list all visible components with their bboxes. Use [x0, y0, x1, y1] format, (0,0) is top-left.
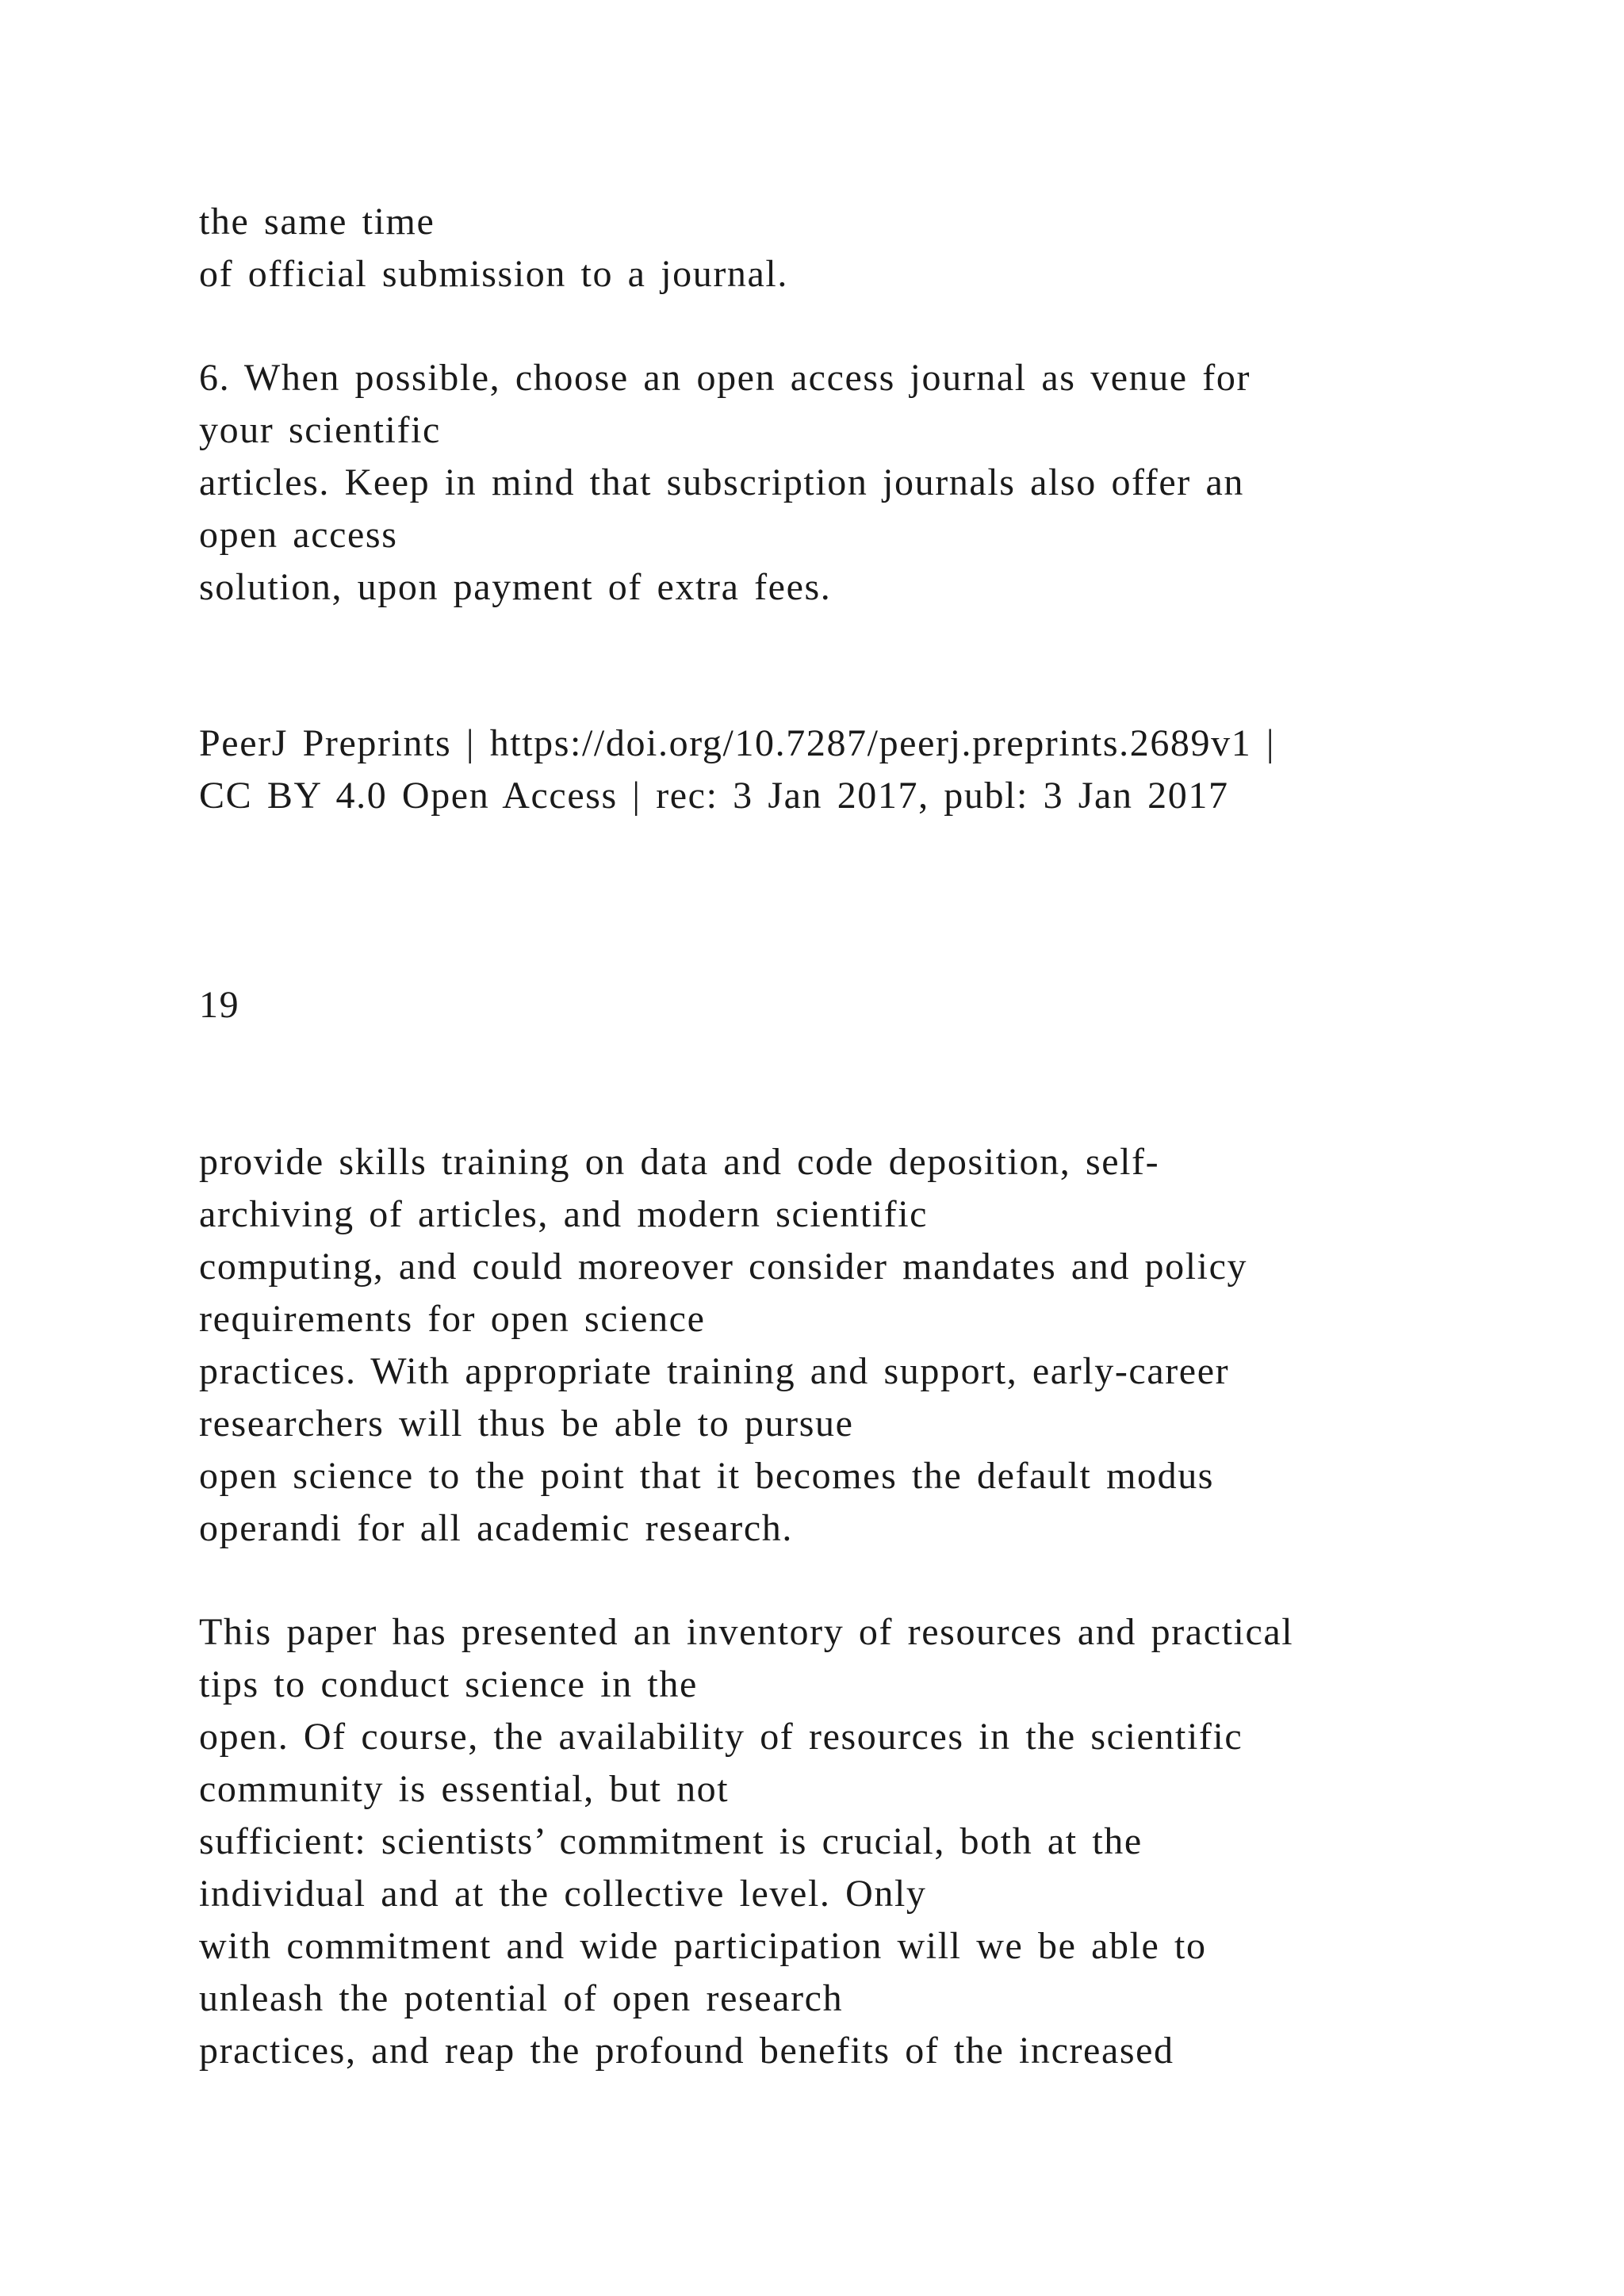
paragraph-line: computing, and could moreover consider mandates and policy	[199, 1246, 1248, 1288]
paragraph-line: This paper has presented an inventory of resources and practical	[199, 1611, 1294, 1653]
paragraph-line: operandi for all academic research.	[199, 1507, 793, 1549]
paragraph-line: solution, upon payment of extra fees.	[199, 566, 832, 608]
paragraph-line: community is essential, but not	[199, 1768, 730, 1810]
paragraph-line: open. Of course, the availability of resources in the scientific	[199, 1716, 1243, 1758]
paragraph-line: researchers will thus be able to pursue	[199, 1402, 854, 1445]
paragraph-line: with commitment and wide participation will we be able to	[199, 1925, 1207, 1967]
paragraph-line: open access	[199, 514, 398, 556]
preprint-footer-line: CC BY 4.0 Open Access | rec: 3 Jan 2017, publ: 3 Jan 2017	[199, 775, 1229, 817]
paragraph-line: tips to conduct science in the	[199, 1663, 698, 1705]
paragraph-line: sufficient: scientists’ commitment is crucial, both at the	[199, 1820, 1143, 1862]
paragraph-line: provide skills training on data and code deposition, self-	[199, 1141, 1160, 1183]
paragraph-line: articles. Keep in mind that subscription journals also offer an	[199, 461, 1244, 503]
page-number: 19	[199, 984, 240, 1026]
paragraph-line: archiving of articles, and modern scientific	[199, 1193, 929, 1235]
paragraph-line: practices. With appropriate training and support, early-career	[199, 1350, 1230, 1392]
paragraph-line: practices, and reap the profound benefits of the increased	[199, 2030, 1174, 2072]
paragraph-line: 6. When possible, choose an open access journal as venue for	[199, 357, 1251, 399]
paragraph-line: of official submission to a journal.	[199, 253, 788, 295]
paragraph-line: the same time	[199, 201, 435, 243]
paragraph-line: unleash the potential of open research	[199, 1977, 844, 2019]
paragraph-line: open science to the point that it becomes the default modus	[199, 1455, 1215, 1497]
paragraph-line: individual and at the collective level. Only	[199, 1873, 927, 1915]
paragraph-line: your scientific	[199, 409, 441, 451]
preprint-footer-line: PeerJ Preprints | https://doi.org/10.7287/peerj.preprints.2689v1 |	[199, 722, 1276, 764]
paragraph-line: requirements for open science	[199, 1298, 706, 1340]
